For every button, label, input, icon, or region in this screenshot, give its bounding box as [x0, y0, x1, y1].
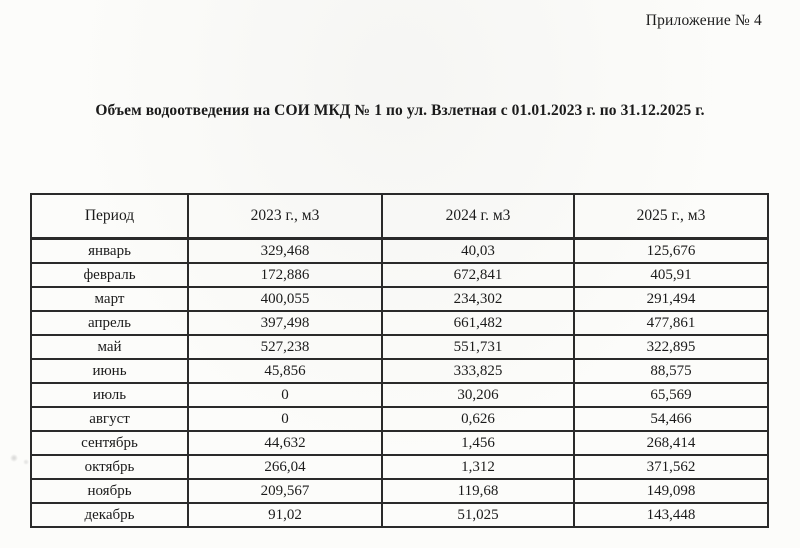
period-cell: май [31, 335, 188, 359]
value-cell-2023: 329,468 [188, 239, 382, 264]
value-cell-2025: 143,448 [574, 503, 768, 527]
value-cell-2023: 400,055 [188, 287, 382, 311]
value-cell-2024: 1,456 [382, 431, 574, 455]
table-row [31, 479, 768, 503]
value-cell-2023: 266,04 [188, 455, 382, 479]
period-cell: декабрь [31, 503, 188, 527]
value-cell-2025: 88,575 [574, 359, 768, 383]
value-cell-2025: 322,895 [574, 335, 768, 359]
value-cell-2024: 234,302 [382, 287, 574, 311]
period-cell: апрель [31, 311, 188, 335]
value-cell-2025: 371,562 [574, 455, 768, 479]
period-cell: февраль [31, 263, 188, 287]
period-cell: сентябрь [31, 431, 188, 455]
table-row [31, 263, 768, 287]
value-cell-2023: 397,498 [188, 311, 382, 335]
table-row [31, 431, 768, 455]
value-cell-2024: 661,482 [382, 311, 574, 335]
water-disposal-volume-table [30, 193, 769, 528]
period-cell: октябрь [31, 455, 188, 479]
period-cell: август [31, 407, 188, 431]
value-cell-2023: 172,886 [188, 263, 382, 287]
value-cell-2023: 44,632 [188, 431, 382, 455]
table-header-row [31, 194, 768, 239]
period-cell: июль [31, 383, 188, 407]
column-header-period: Период [31, 194, 188, 239]
value-cell-2024: 40,03 [382, 239, 574, 264]
value-cell-2024: 1,312 [382, 455, 574, 479]
value-cell-2025: 149,098 [574, 479, 768, 503]
table-row [31, 455, 768, 479]
document-title: Объем водоотведения на СОИ МКД № 1 по ул. Взлетная с 01.01.2023 г. по 31.12.2025 г. [95, 102, 705, 119]
period-cell: январь [31, 239, 188, 264]
appendix-label: Приложение № 4 [645, 12, 762, 29]
table-row [31, 311, 768, 335]
value-cell-2024: 51,025 [382, 503, 574, 527]
value-cell-2025: 477,861 [574, 311, 768, 335]
value-cell-2023: 0 [188, 383, 382, 407]
column-header-2023: 2023 г., м3 [188, 194, 382, 239]
table-row [31, 335, 768, 359]
table-row [31, 503, 768, 527]
table-row [31, 359, 768, 383]
table-row [31, 287, 768, 311]
value-cell-2023: 0 [188, 407, 382, 431]
value-cell-2025: 65,569 [574, 383, 768, 407]
value-cell-2024: 0,626 [382, 407, 574, 431]
value-cell-2024: 551,731 [382, 335, 574, 359]
value-cell-2025: 405,91 [574, 263, 768, 287]
value-cell-2023: 527,238 [188, 335, 382, 359]
value-cell-2024: 672,841 [382, 263, 574, 287]
table-row [31, 383, 768, 407]
value-cell-2023: 91,02 [188, 503, 382, 527]
column-header-2024: 2024 г. м3 [382, 194, 574, 239]
period-cell: июнь [31, 359, 188, 383]
value-cell-2025: 125,676 [574, 239, 768, 264]
value-cell-2024: 30,206 [382, 383, 574, 407]
table-row [31, 239, 768, 264]
value-cell-2025: 291,494 [574, 287, 768, 311]
column-header-2025: 2025 г., м3 [574, 194, 768, 239]
value-cell-2024: 333,825 [382, 359, 574, 383]
period-cell: ноябрь [31, 479, 188, 503]
value-cell-2023: 45,856 [188, 359, 382, 383]
table-row [31, 407, 768, 431]
value-cell-2024: 119,68 [382, 479, 574, 503]
value-cell-2023: 209,567 [188, 479, 382, 503]
period-cell: март [31, 287, 188, 311]
value-cell-2025: 268,414 [574, 431, 768, 455]
value-cell-2025: 54,466 [574, 407, 768, 431]
